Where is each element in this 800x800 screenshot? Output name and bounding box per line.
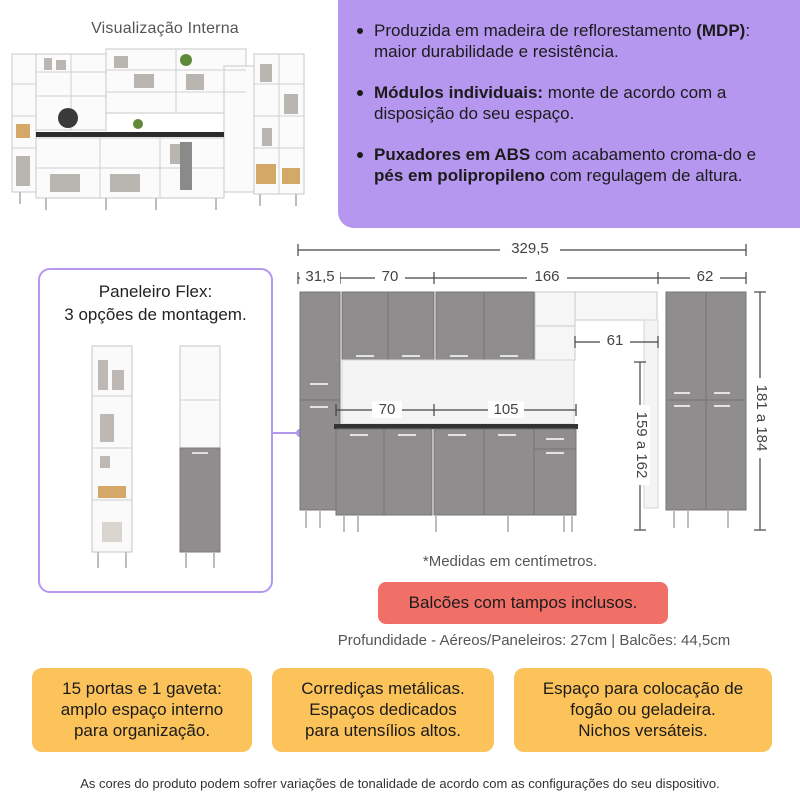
highlight-space <box>514 668 772 752</box>
paneleiro-flex-title <box>38 280 273 326</box>
dim-166: 166 <box>527 268 567 285</box>
highlight-line: fogão ou geladeira. <box>570 700 716 719</box>
depth-info: Profundidade - Aéreos/Paneleiros: 27cm | Balcões: 44,5cm <box>337 632 731 649</box>
paneleiro-options-illustration <box>80 340 240 580</box>
dim-height-mid: 159 a 162 <box>630 405 650 485</box>
features-list <box>356 20 788 206</box>
cabinet-drawing <box>272 240 800 550</box>
feature-item: Puxadores em ABS com acabamento croma-do e pés em polipropileno com regulagem de altura. <box>356 144 788 186</box>
highlight-line: Espaços dedicados <box>309 700 457 719</box>
highlight-line: Espaço para colocação de <box>542 679 744 698</box>
paneleiro-line1: Paneleiro Flex: <box>98 282 213 301</box>
dim-31-5: 31,5 <box>300 268 340 285</box>
highlight-line: amplo espaço interno <box>60 700 224 719</box>
highlight-doors <box>32 668 252 752</box>
highlight-line: Nichos versáteis. <box>578 721 708 740</box>
dim-62: 62 <box>690 268 720 285</box>
dim-total: 329,5 <box>500 240 560 257</box>
dim-height-right: 181 a 184 <box>750 378 770 458</box>
measures-note: *Medidas em centímetros. <box>422 553 598 570</box>
highlight-line: Corrediças metálicas. <box>301 679 465 698</box>
features-panel <box>338 0 800 228</box>
highlight-slides <box>272 668 494 752</box>
dim-105: 105 <box>488 401 524 418</box>
dim-70-top: 70 <box>375 268 405 285</box>
feature-item: Produzida em madeira de reflorestamento (MDP): maior durabilidade e resistência. <box>356 20 788 62</box>
dim-70-base: 70 <box>372 401 402 418</box>
color-disclaimer: As cores do produto podem sofrer variações de tonalidade de acordo com as configurações do seu dispositivo. <box>80 776 720 791</box>
tops-included-badge: Balcões com tampos inclusos. <box>378 582 668 624</box>
feature-item: Módulos individuais: monte de acordo com a disposição do seu espaço. <box>356 82 788 124</box>
dim-61: 61 <box>600 332 630 349</box>
highlight-line: para organização. <box>73 721 211 740</box>
paneleiro-line2: 3 opções de montagem. <box>64 305 247 324</box>
internal-view-title: Visualização Interna <box>91 20 239 37</box>
internal-view-illustration <box>10 44 326 216</box>
highlight-line: para utensílios altos. <box>305 721 461 740</box>
highlight-line: 15 portas e 1 gaveta: <box>62 679 222 698</box>
